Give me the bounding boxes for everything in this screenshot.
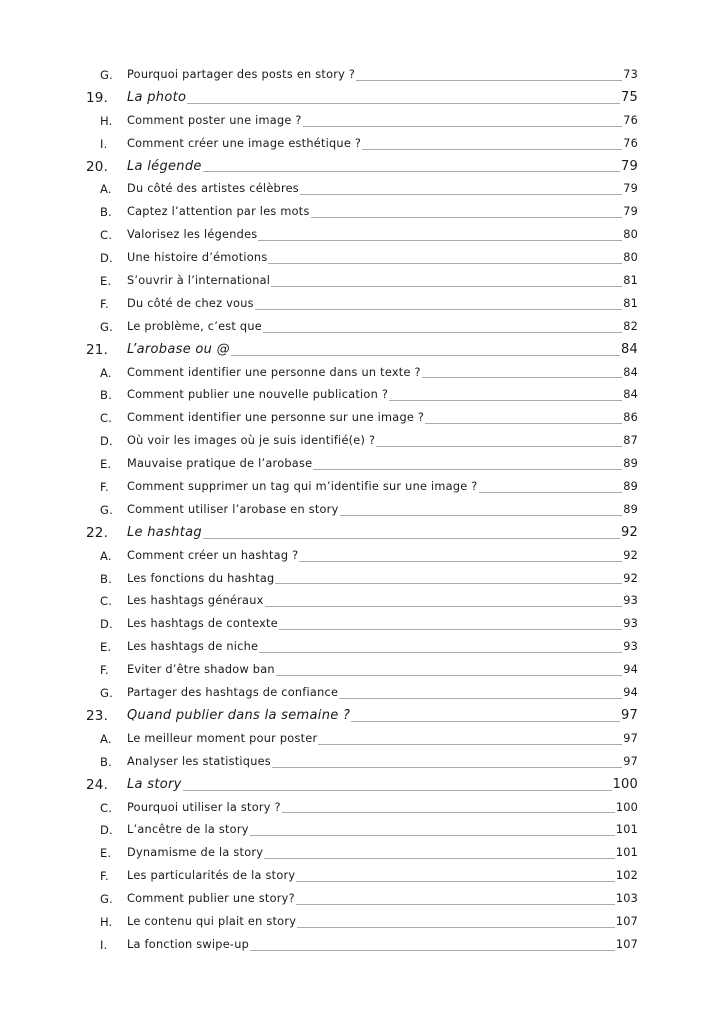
dot-leader	[339, 698, 622, 699]
toc-entry-number: A.	[100, 182, 112, 197]
toc-entry-title: Valorisez les légendes	[127, 228, 258, 242]
dot-leader	[276, 675, 622, 676]
toc-entry-number: A.	[100, 548, 112, 563]
toc-section-row[interactable]	[0, 888, 724, 911]
toc-section-row[interactable]	[0, 911, 724, 934]
toc-entry-number: G.	[100, 319, 113, 334]
toc-page-number: 89	[623, 480, 638, 494]
toc-entry-title: Comment poster une image ?	[127, 113, 302, 127]
toc-section-row[interactable]	[0, 568, 724, 591]
toc-entry	[127, 201, 638, 224]
toc-entry-number: D.	[100, 434, 113, 449]
toc-entry-number: C.	[100, 800, 113, 815]
toc-page-number: 92	[623, 571, 638, 585]
toc-page-number: 107	[615, 914, 638, 928]
toc-entry-title: Captez l’attention par les mots	[127, 205, 310, 219]
toc-page-number: 93	[623, 640, 638, 654]
dot-leader	[275, 583, 622, 584]
toc-entry	[127, 293, 638, 316]
toc-page-number: 86	[623, 411, 638, 425]
toc-entry-number: G.	[100, 892, 113, 907]
dot-leader	[187, 103, 620, 104]
toc-section-row[interactable]	[0, 934, 724, 957]
toc-page-number: 75	[621, 89, 638, 105]
dot-leader	[279, 629, 622, 630]
toc-section-row[interactable]	[0, 545, 724, 568]
toc-entry-number: C.	[100, 228, 113, 243]
toc-section-row[interactable]	[0, 430, 724, 453]
toc-entry-title: L’arobase ou @	[127, 341, 230, 357]
dot-leader	[272, 767, 622, 768]
toc-section-row[interactable]	[0, 842, 724, 865]
toc-chapter-row[interactable]	[0, 339, 724, 362]
dot-leader	[303, 126, 623, 127]
toc-entry	[127, 568, 638, 591]
toc-entry-title: Comment publier une story?	[127, 892, 295, 906]
toc-entry	[127, 362, 638, 385]
dot-leader	[255, 309, 622, 310]
toc-entry	[127, 613, 638, 636]
toc-entry-title: Les particularités de la story	[127, 869, 296, 883]
toc-section-row[interactable]	[0, 178, 724, 201]
dot-leader	[300, 194, 622, 195]
dot-leader	[259, 652, 622, 653]
toc-entry-number: F.	[100, 869, 109, 884]
toc-page-number: 103	[615, 892, 638, 906]
toc-page-number: 97	[623, 731, 638, 745]
toc-page-number: 100	[612, 776, 638, 792]
toc-chapter-row[interactable]	[0, 522, 724, 545]
toc-entry	[127, 934, 638, 957]
toc-entry-number: F.	[100, 480, 109, 495]
toc-entry-title: La story	[127, 776, 182, 792]
toc-page-number: 97	[623, 754, 638, 768]
dot-leader	[362, 149, 622, 150]
dot-leader	[296, 881, 615, 882]
toc-page-number: 79	[623, 205, 638, 219]
toc-page-number: 107	[615, 937, 638, 951]
toc-entry-title: Les hashtags de contexte	[127, 617, 278, 631]
toc-entry-number: E.	[100, 457, 112, 472]
toc-entry	[127, 888, 638, 911]
toc-entry-title: Les fonctions du hashtag	[127, 571, 275, 585]
dot-leader	[340, 515, 623, 516]
toc-page-number: 89	[623, 502, 638, 516]
toc-chapter-row[interactable]	[0, 87, 724, 110]
toc-entry-title: Du côté de chez vous	[127, 296, 254, 310]
toc-section-row[interactable]	[0, 247, 724, 270]
toc-entry	[127, 430, 638, 453]
toc-section-row[interactable]	[0, 682, 724, 705]
toc-section-row[interactable]	[0, 659, 724, 682]
toc-entry	[127, 797, 638, 820]
toc-chapter-row[interactable]	[0, 156, 724, 179]
toc-entry-title: Les hashtags de niche	[127, 640, 259, 654]
toc-entry	[127, 178, 638, 201]
dot-leader	[422, 377, 622, 378]
toc-entry-number: H.	[100, 914, 113, 929]
toc-entry-number: A.	[100, 731, 112, 746]
toc-entry-number: 21.	[86, 341, 109, 358]
toc-entry-title: Comment utiliser l’arobase en story	[127, 502, 339, 516]
toc-page-number: 79	[623, 182, 638, 196]
toc-entry-title: Une histoire d’émotions	[127, 251, 268, 265]
toc-entry	[127, 728, 638, 751]
toc-page-number: 87	[623, 434, 638, 448]
dot-leader	[264, 858, 615, 859]
toc-entry-number: B.	[100, 205, 112, 220]
toc-entry-number: F.	[100, 663, 109, 678]
toc-entry	[127, 590, 638, 613]
toc-entry	[127, 636, 638, 659]
toc-entry	[127, 911, 638, 934]
toc-entry-number: A.	[100, 365, 112, 380]
toc-section-row[interactable]	[0, 751, 724, 774]
toc-section-row[interactable]	[0, 636, 724, 659]
toc-section-row[interactable]	[0, 407, 724, 430]
toc-entry-number: B.	[100, 754, 112, 769]
toc-entry-title: La fonction swipe-up	[127, 937, 250, 951]
toc-section-row[interactable]	[0, 728, 724, 751]
toc-entry-number: B.	[100, 388, 112, 403]
toc-entry	[127, 316, 638, 339]
toc-entry-number: E.	[100, 640, 112, 655]
toc-entry-title: Quand publier dans la semaine ?	[127, 707, 351, 723]
dot-leader	[231, 355, 620, 356]
toc-entry-title: Pourquoi utiliser la story ?	[127, 800, 281, 814]
toc-entry-title: Dynamisme de la story	[127, 846, 264, 860]
toc-entry	[127, 87, 638, 110]
toc-entry	[127, 247, 638, 270]
toc-page-number: 81	[623, 296, 638, 310]
dot-leader	[351, 721, 620, 722]
toc-entry	[127, 522, 638, 545]
dot-leader	[479, 492, 623, 493]
toc-entry	[127, 156, 638, 179]
toc-chapter-row[interactable]	[0, 705, 724, 728]
toc-entry	[127, 659, 638, 682]
toc-page-number: 94	[623, 663, 638, 677]
dot-leader	[250, 950, 615, 951]
dot-leader	[376, 446, 622, 447]
toc-section-row[interactable]	[0, 797, 724, 820]
toc-entry-title: Les hashtags généraux	[127, 594, 264, 608]
toc-entry	[127, 453, 638, 476]
toc-section-row[interactable]	[0, 316, 724, 339]
dot-leader	[389, 400, 622, 401]
toc-entry-title: Comment publier une nouvelle publication ?	[127, 388, 389, 402]
toc-entry	[127, 499, 638, 522]
toc-entry-title: S’ouvrir à l’international	[127, 274, 271, 288]
toc-entry-number: I.	[100, 937, 108, 952]
dot-leader	[299, 561, 622, 562]
toc-section-row[interactable]	[0, 499, 724, 522]
toc-entry-number: C.	[100, 594, 113, 609]
dot-leader	[282, 812, 615, 813]
toc-entry-title: Le problème, c’est que	[127, 319, 262, 333]
toc-section-row[interactable]	[0, 362, 724, 385]
toc-entry-title: Eviter d’être shadow ban	[127, 663, 275, 677]
toc-section-row[interactable]	[0, 224, 724, 247]
toc-page-number: 101	[615, 846, 638, 860]
dot-leader	[296, 904, 615, 905]
toc-entry-title: Du côté des artistes célèbres	[127, 182, 299, 196]
toc-entry-number: G.	[100, 502, 113, 517]
toc-page-number: 102	[615, 869, 638, 883]
toc-entry	[127, 751, 638, 774]
toc-entry-number: E.	[100, 846, 112, 861]
toc-page-number: 79	[621, 158, 638, 174]
toc-entry-title: Mauvaise pratique de l’arobase	[127, 457, 313, 471]
dot-leader	[183, 790, 612, 791]
toc-section-row[interactable]	[0, 613, 724, 636]
toc-entry-title: La légende	[127, 158, 202, 174]
toc-entry	[127, 842, 638, 865]
toc-page-number: 93	[623, 617, 638, 631]
toc-page-number: 92	[623, 548, 638, 562]
toc-section-row[interactable]	[0, 110, 724, 133]
toc-entry-title: Le hashtag	[127, 524, 202, 540]
toc-page-number: 84	[621, 341, 638, 357]
toc-entry	[127, 110, 638, 133]
toc-section-row[interactable]	[0, 64, 724, 87]
toc-entry-title: Comment créer une image esthétique ?	[127, 136, 362, 150]
toc-section-row[interactable]	[0, 476, 724, 499]
toc-section-row[interactable]	[0, 590, 724, 613]
toc-entry	[127, 64, 638, 87]
toc-entry	[127, 407, 638, 430]
table-of-contents	[0, 64, 724, 957]
dot-leader	[263, 332, 622, 333]
toc-page-number: 84	[623, 388, 638, 402]
toc-entry-number: C.	[100, 411, 113, 426]
toc-entry	[127, 133, 638, 156]
toc-section-row[interactable]	[0, 865, 724, 888]
toc-entry	[127, 384, 638, 407]
toc-entry-title: Pourquoi partager des posts en story ?	[127, 68, 356, 81]
dot-leader	[203, 171, 620, 172]
toc-entry-title: L’ancêtre de la story	[127, 823, 249, 837]
toc-entry-title: Analyser les statistiques	[127, 754, 271, 768]
dot-leader	[268, 263, 622, 264]
toc-page-number: 80	[623, 251, 638, 265]
toc-section-row[interactable]	[0, 453, 724, 476]
toc-entry	[127, 865, 638, 888]
toc-entry-title: Comment créer un hashtag ?	[127, 548, 299, 562]
dot-leader	[356, 80, 622, 81]
toc-entry	[127, 270, 638, 293]
toc-entry-title: Où voir les images où je suis identifié(e) ?	[127, 434, 376, 448]
toc-entry-title: Comment supprimer un tag qui m’identifie sur une image ?	[127, 480, 478, 494]
toc-entry-title: Partager des hashtags de confiance	[127, 686, 339, 700]
toc-page-number: 97	[621, 707, 638, 723]
toc-page-number: 93	[623, 594, 638, 608]
dot-leader	[313, 469, 622, 470]
toc-entry-number: F.	[100, 296, 109, 311]
toc-page-number: 92	[621, 524, 638, 540]
toc-entry	[127, 339, 638, 362]
toc-entry	[127, 774, 638, 797]
dot-leader	[311, 217, 623, 218]
toc-entry	[127, 705, 638, 728]
toc-entry	[127, 476, 638, 499]
toc-section-row[interactable]	[0, 270, 724, 293]
toc-entry-number: 22.	[86, 524, 109, 541]
toc-entry-title: Comment identifier une personne sur une image ?	[127, 411, 425, 425]
toc-section-row[interactable]	[0, 133, 724, 156]
toc-entry-title: Le meilleur moment pour poster	[127, 731, 318, 745]
toc-section-row[interactable]	[0, 201, 724, 224]
toc-page-number: 84	[623, 365, 638, 379]
toc-entry-title: Comment identifier une personne dans un texte ?	[127, 365, 421, 379]
toc-entry-number: D.	[100, 823, 113, 838]
toc-entry-title: La photo	[127, 89, 187, 105]
dot-leader	[271, 286, 622, 287]
toc-entry-number: D.	[100, 251, 113, 266]
toc-entry-number: 24.	[86, 776, 109, 793]
toc-page-number: 73	[623, 68, 638, 81]
dot-leader	[318, 744, 622, 745]
dot-leader	[265, 606, 623, 607]
dot-leader	[258, 240, 622, 241]
toc-entry-number: 20.	[86, 158, 109, 175]
toc-page-number: 101	[615, 823, 638, 837]
toc-entry-number: 23.	[86, 707, 109, 724]
toc-section-row[interactable]	[0, 819, 724, 842]
toc-entry-number: 19.	[86, 89, 109, 106]
toc-entry	[127, 224, 638, 247]
dot-leader	[297, 927, 615, 928]
toc-page-number: 100	[615, 800, 638, 814]
toc-entry	[127, 819, 638, 842]
toc-page-number: 81	[623, 274, 638, 288]
toc-entry	[127, 682, 638, 705]
dot-leader	[203, 538, 620, 539]
toc-page-number: 89	[623, 457, 638, 471]
toc-page-number: 76	[623, 113, 638, 127]
toc-entry-number: G.	[100, 68, 113, 82]
toc-entry	[127, 545, 638, 568]
dot-leader	[425, 423, 622, 424]
toc-section-row[interactable]	[0, 384, 724, 407]
toc-page-number: 94	[623, 686, 638, 700]
toc-entry-number: E.	[100, 274, 112, 289]
toc-page-number: 80	[623, 228, 638, 242]
toc-entry-number: G.	[100, 686, 113, 701]
toc-entry-number: B.	[100, 571, 112, 586]
toc-entry-title: Le contenu qui plait en story	[127, 914, 297, 928]
dot-leader	[250, 835, 615, 836]
toc-entry-number: H.	[100, 113, 113, 128]
toc-entry-number: D.	[100, 617, 113, 632]
toc-entry-number: I.	[100, 136, 108, 151]
toc-chapter-row[interactable]	[0, 774, 724, 797]
toc-section-row[interactable]	[0, 293, 724, 316]
toc-page-number: 82	[623, 319, 638, 333]
toc-page-number: 76	[623, 136, 638, 150]
